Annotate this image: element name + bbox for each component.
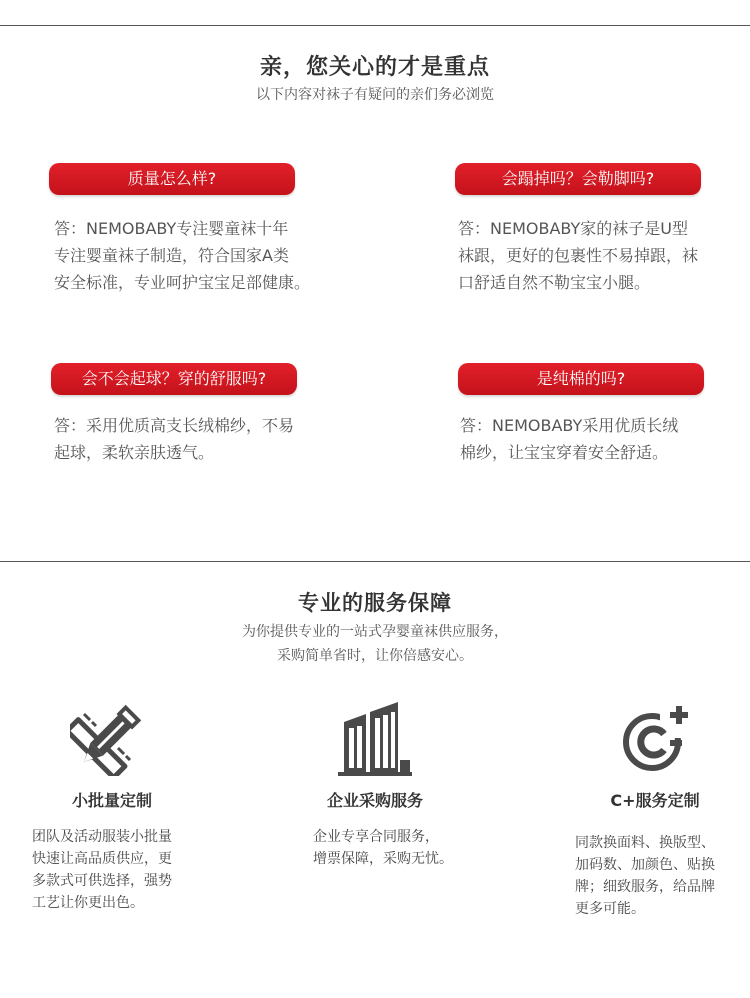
service-desc-c-plus: 同款换面料、换版型、 加码数、加颜色、贴换 牌；细致服务，给品牌 更多可能。 — [575, 835, 715, 917]
service-title-enterprise: 企业采购服务 — [326, 791, 423, 810]
service-desc-enterprise: 企业专享合同服务， 增票保障，采购无忧。 — [313, 829, 453, 867]
service-subtitle-line1: 为你提供专业的一站式孕婴童袜供应服务， — [242, 624, 508, 640]
pencil-ruler-icon — [70, 700, 146, 776]
faq-answer-pilling: 答：采用优质高支长绒棉纱，不易 起球，柔软亲肤透气。 — [54, 416, 295, 462]
faq-answer-quality: 答：NEMOBABY专注婴童袜十年 专注婴童袜子制造，符合国家A类 安全标准，专业呵护宝宝足部健康。 — [54, 219, 311, 292]
service-desc-small-batch: 团队及活动服装小批量 快速让高品质供应，更 多款式可供选择，强势 工艺让你更出色。 — [32, 829, 172, 911]
faq-question-slip: 会蹋掉吗？会勒脚吗? — [455, 163, 701, 195]
faq-title: 亲，您关心的才是重点 — [259, 55, 490, 80]
service-subtitle-line2: 采购简单省时，让你倍感安心。 — [277, 648, 473, 664]
top-divider — [0, 25, 750, 26]
faq-subtitle: 以下内容对袜子有疑问的亲们务必浏览 — [256, 87, 494, 103]
service-title-c-plus: C+服务定制 — [610, 791, 700, 810]
service-title: 专业的服务保障 — [298, 591, 452, 615]
faq-question-cotton: 是纯棉的吗? — [458, 363, 704, 395]
middle-divider — [0, 561, 750, 562]
faq-answer-cotton: 答：NEMOBABY采用优质长绒 棉纱，让宝宝穿着安全舒适。 — [460, 416, 679, 462]
faq-answer-slip: 答：NEMOBABY家的袜子是U型 袜跟，更好的包裹性不易掉跟，袜 口舒适自然不勒宝宝小腿。 — [458, 219, 699, 292]
c-plus-icon — [620, 702, 694, 774]
faq-question-pilling: 会不会起球？穿的舒服吗? — [51, 363, 297, 395]
service-title-small-batch: 小批量定制 — [71, 791, 152, 810]
office-building-icon — [338, 700, 412, 776]
faq-question-quality: 质量怎么样? — [49, 163, 295, 195]
